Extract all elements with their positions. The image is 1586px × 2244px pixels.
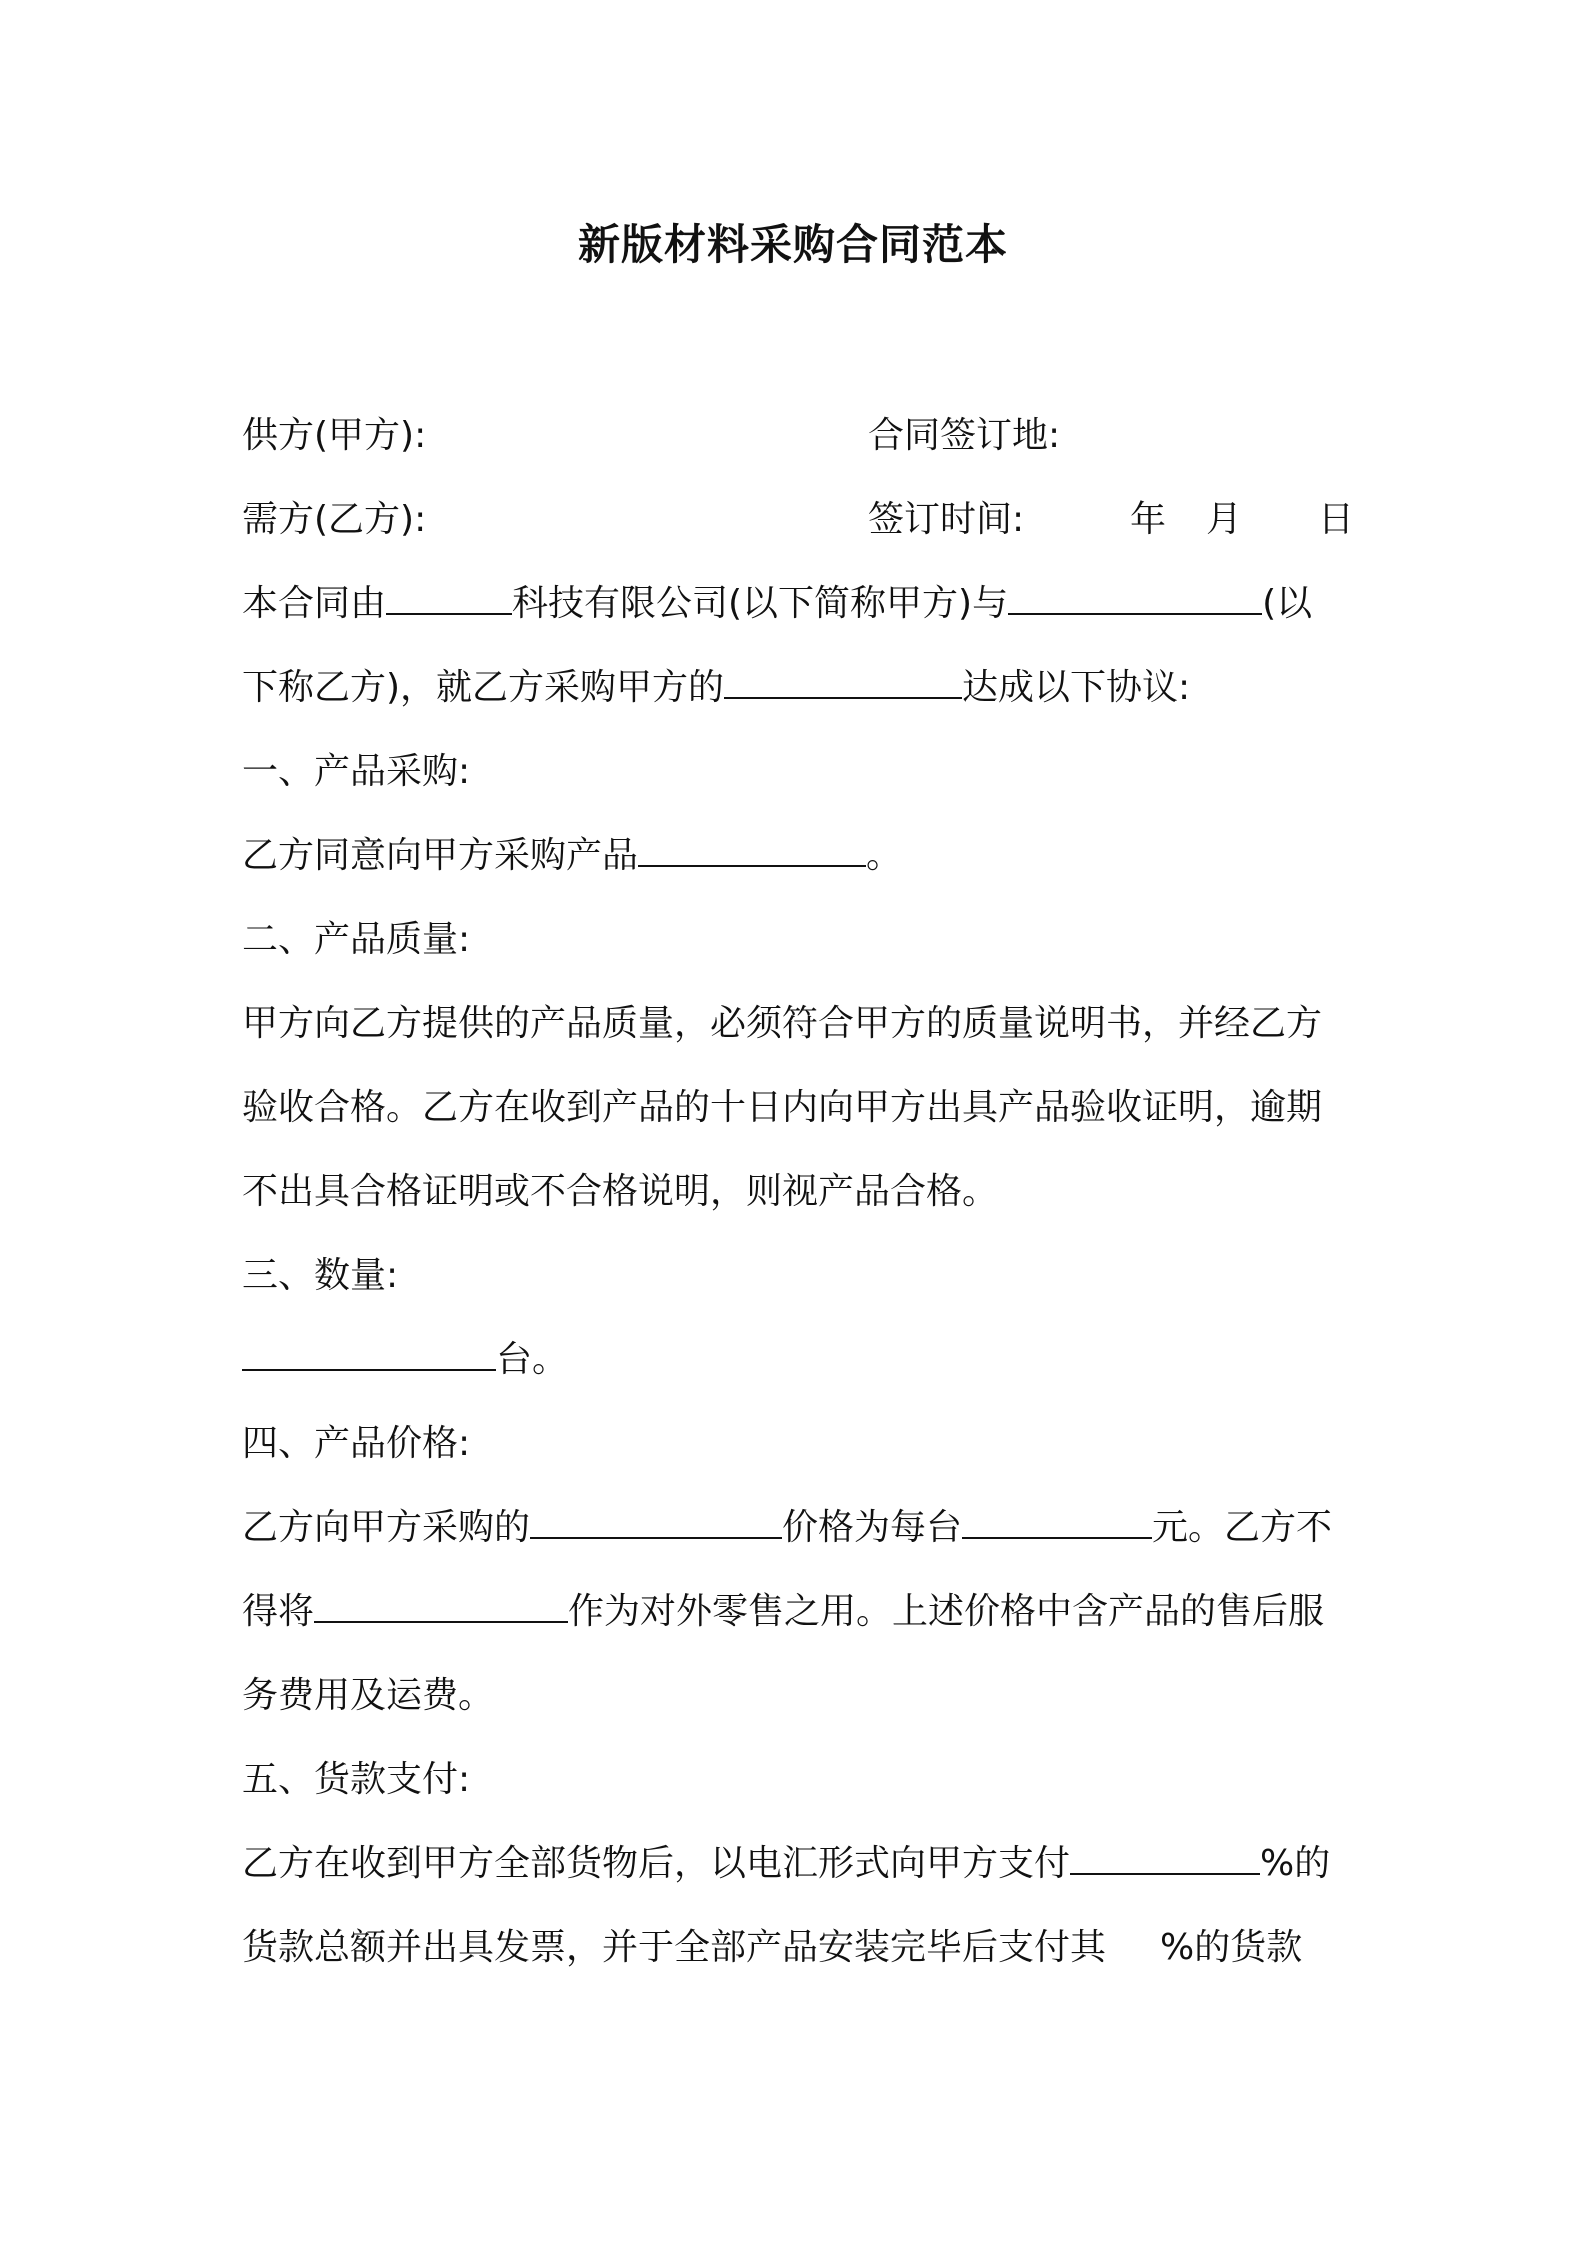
blank-field — [638, 835, 866, 867]
blank-field — [962, 1507, 1152, 1539]
blank-field — [1008, 583, 1262, 615]
document-title: 新版材料采购合同范本 — [577, 220, 1008, 269]
section5-line-2 — [242, 1922, 1352, 1974]
section4-line-2 — [242, 1586, 1352, 1638]
intro-line-1 — [242, 578, 1352, 630]
paragraph-text: 价格为每台 — [782, 1507, 963, 1548]
blank-field — [530, 1507, 782, 1539]
section1-text — [242, 830, 1352, 882]
paragraph-text: 乙方同意向甲方采购产品 — [242, 835, 639, 876]
blank-field — [724, 667, 962, 699]
paragraph-line: 不出具合格证明或不合格说明，则视产品合格。 — [242, 1171, 999, 1212]
paragraph-text: 作为对外零售之用。上述价格中含产品的售后服 — [568, 1591, 1325, 1632]
intro-text: (以 — [1262, 583, 1313, 624]
day-label: 日 — [1318, 499, 1355, 540]
paragraph-text: %的货款 — [1160, 1927, 1303, 1968]
section-heading: 一、产品采购: — [242, 751, 471, 792]
contract-place-label: 合同签订地: — [868, 415, 1061, 456]
section-heading: 二、产品质量: — [242, 919, 471, 960]
section-heading: 三、数量: — [242, 1255, 399, 1296]
paragraph-text: %的 — [1260, 1843, 1331, 1884]
intro-line-2 — [242, 662, 1352, 714]
paragraph-line: 务费用及运费。 — [242, 1675, 495, 1716]
paragraph-line: 验收合格。乙方在收到产品的十日内向甲方出具产品验收证明，逾期 — [242, 1087, 1323, 1128]
section5-line-1 — [242, 1838, 1352, 1890]
section4-line-1 — [242, 1502, 1352, 1554]
paragraph-text: 元。乙方不 — [1152, 1507, 1333, 1548]
signing-date-label: 签订时间: — [868, 499, 1025, 540]
section-heading: 五、货款支付: — [242, 1759, 471, 1800]
blank-field — [386, 583, 512, 615]
section-heading: 四、产品价格: — [242, 1423, 471, 1464]
blank-field — [314, 1591, 568, 1623]
paragraph-text: 货款总额并出具发票，并于全部产品安装完毕后支付其 — [242, 1927, 1107, 1968]
paragraph-text: 得将 — [242, 1591, 315, 1632]
month-label: 月 — [1206, 499, 1243, 540]
intro-text: 本合同由 — [242, 583, 387, 624]
paragraph-text: 乙方在收到甲方全部货物后，以电汇形式向甲方支付 — [242, 1843, 1071, 1884]
blank-field — [242, 1339, 496, 1371]
supplier-label: 供方(甲方): — [242, 415, 427, 456]
intro-text: 科技有限公司(以下简称甲方)与 — [512, 583, 1009, 624]
section3-text — [242, 1334, 1352, 1386]
year-label: 年 — [1130, 499, 1167, 540]
intro-text: 达成以下协议: — [962, 667, 1191, 708]
paragraph-text: 。 — [866, 835, 903, 876]
buyer-label: 需方(乙方): — [242, 499, 427, 540]
paragraph-text: 台。 — [496, 1339, 569, 1380]
paragraph-line: 甲方向乙方提供的产品质量，必须符合甲方的质量说明书，并经乙方 — [242, 1003, 1323, 1044]
paragraph-text: 乙方向甲方采购的 — [242, 1507, 531, 1548]
blank-field — [1070, 1843, 1260, 1875]
intro-text: 下称乙方)，就乙方采购甲方的 — [242, 667, 725, 708]
